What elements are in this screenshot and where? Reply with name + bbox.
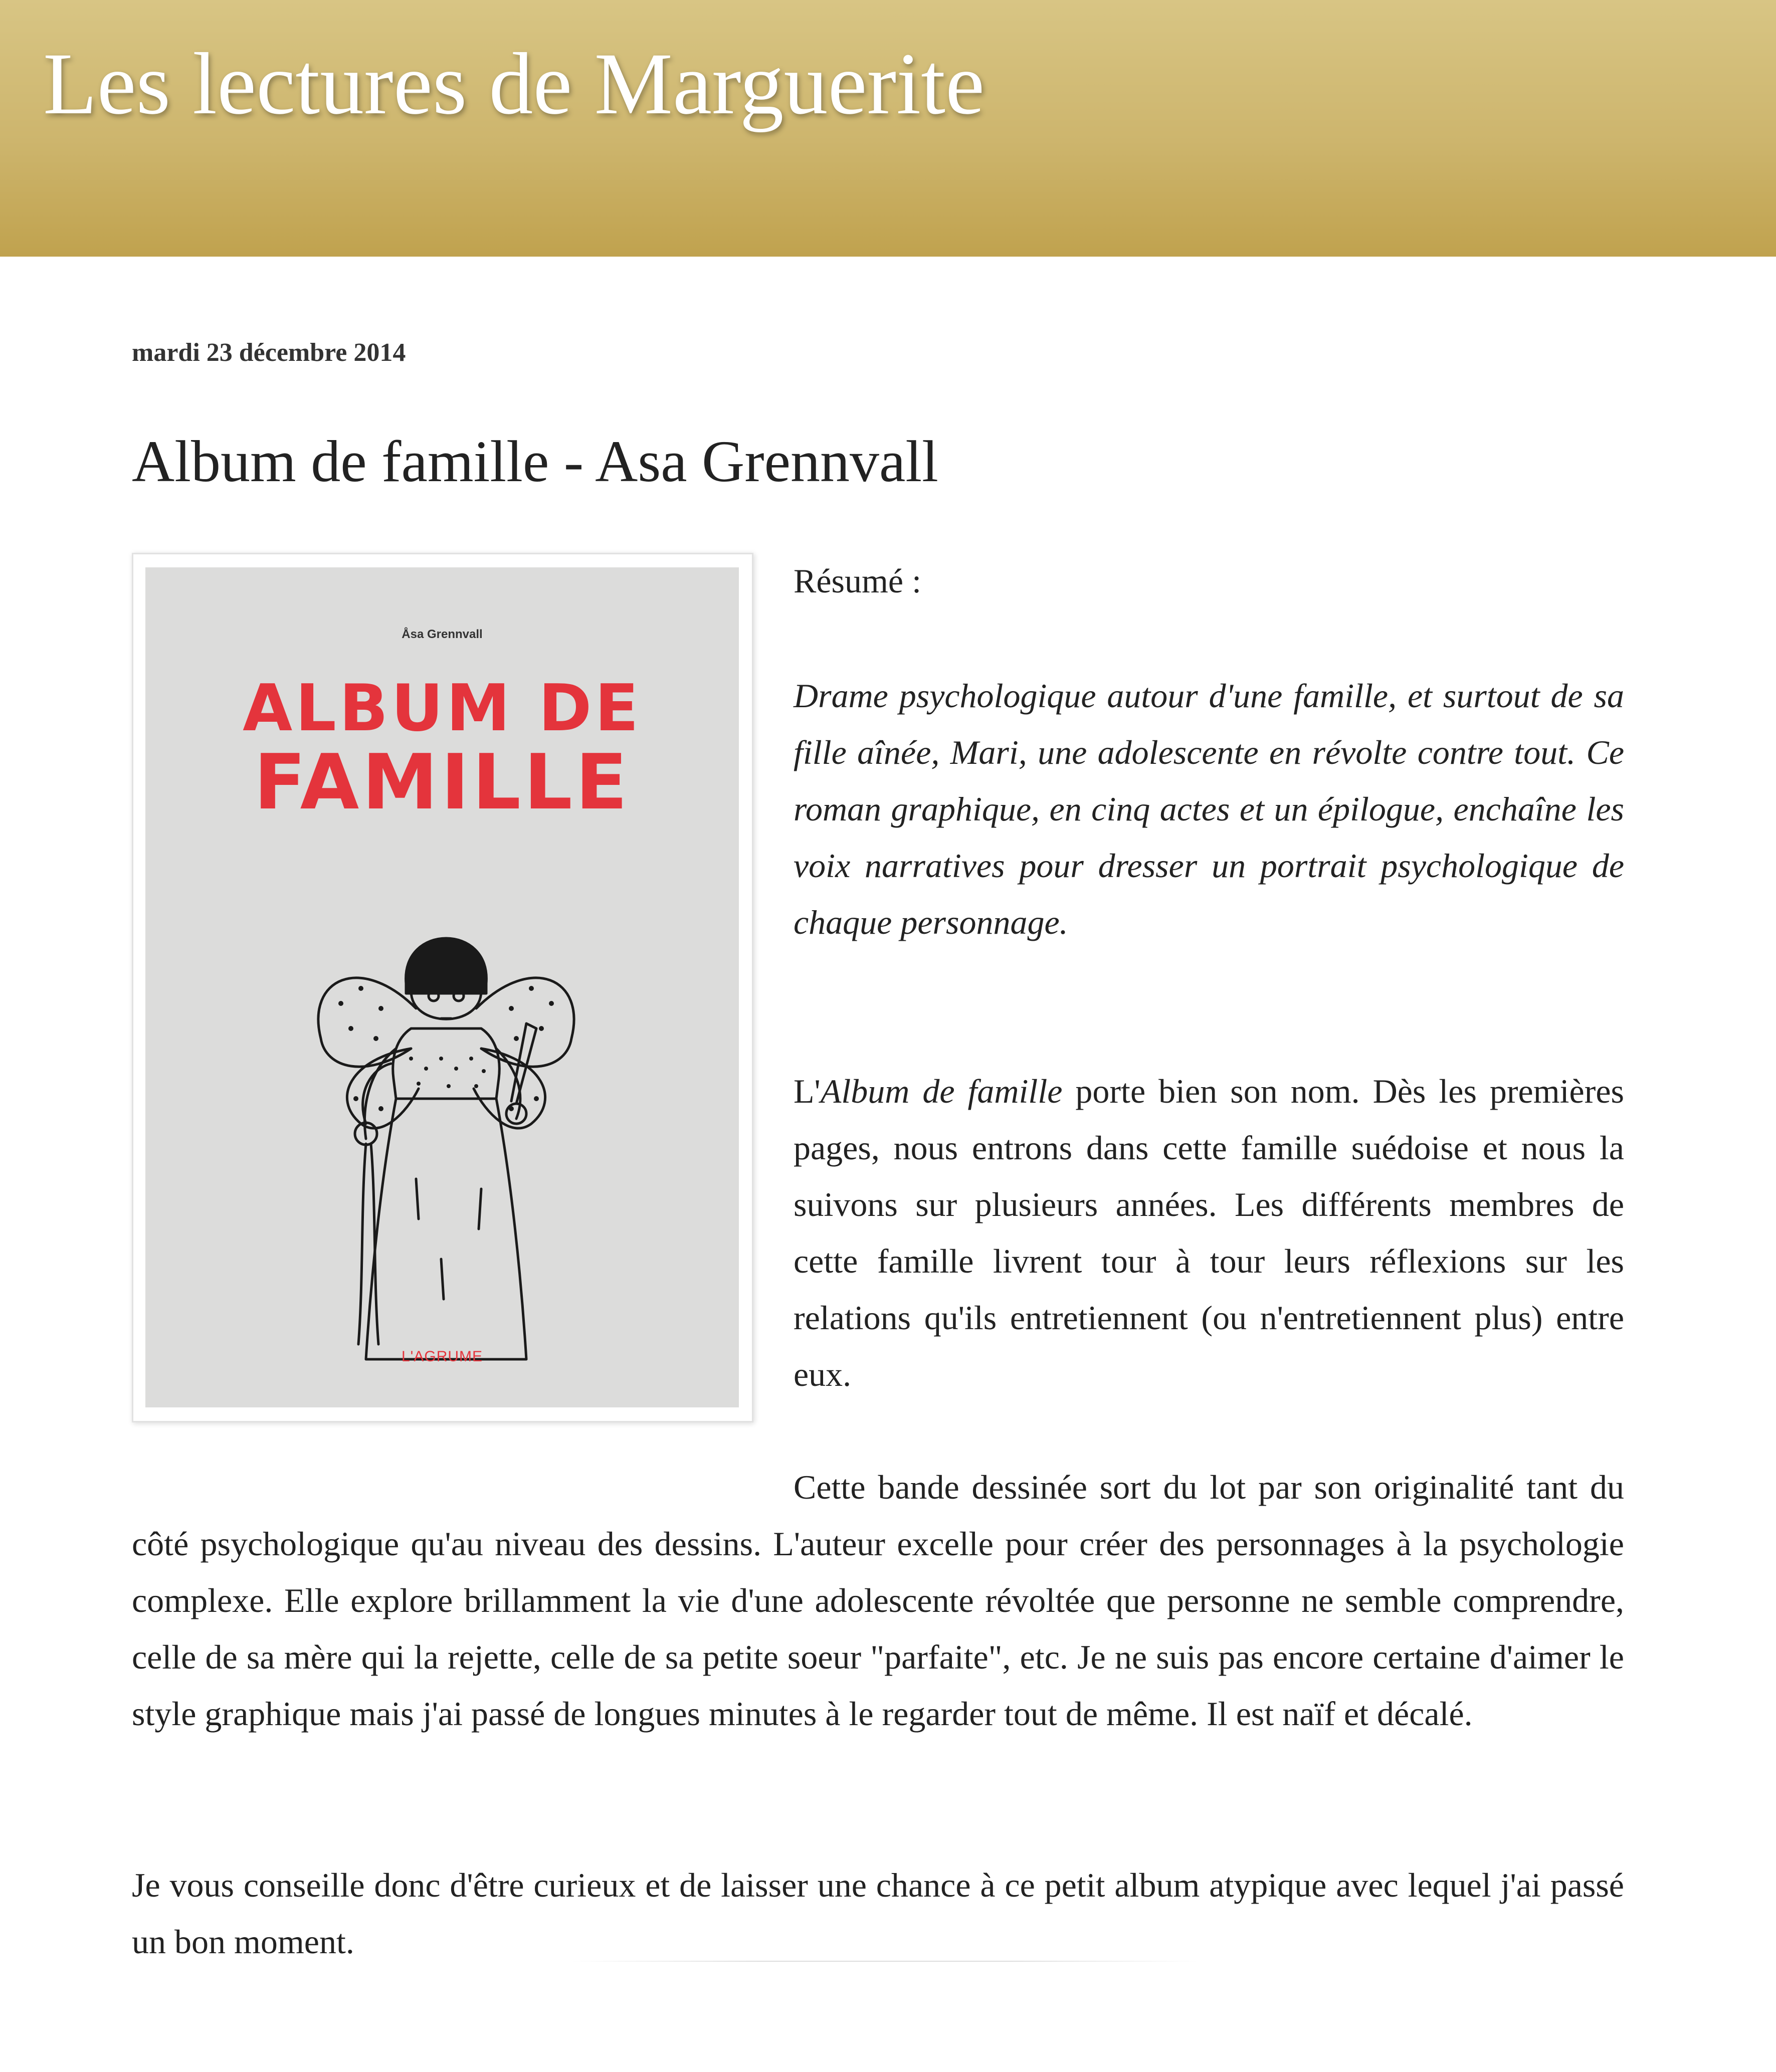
para1-prefix: L' [794,1072,821,1110]
cover-title-line2: FAMILLE [254,738,631,827]
post-separator [571,1961,1198,1962]
cover-title-line1: ALBUM DE [243,671,642,746]
blog-header [0,0,1776,257]
cover-publisher: L'AGRUME [401,1348,483,1365]
cover-author: Åsa Grennvall [402,628,483,641]
para1-book-title: Album de famille [820,1072,1063,1110]
post-date: mardi 23 décembre 2014 [132,338,406,367]
review-paragraph-2: Cette bande dessinée sort du lot par son originalité tant du côté psychologique qu'au niveau des dessins. L'auteur excelle pour créer des personnages à la psychologie complexe. Elle explore brillamment la vie d'une adolescente révoltée que personne ne semble comprendre, celle de sa mère qui la rejette, celle de sa petite soeur "parfaite", etc. Je ne suis pas encore certaine d'aimer le style graphique mais j'ai passé de longues minutes à le regarder tout de même. Il est naïf et décalé. [132,1468,1624,1733]
resume-label: Résumé : [794,562,921,600]
cover-title [145,671,739,827]
book-cover-image[interactable] [145,567,739,1407]
summary-paragraph: Drame psychologique autour d'une famille, et surtout de sa fille aînée, Mari, une adolescente en révolte contre tout. Ce roman graphique, en cinq actes et un épilogue, enchaîne les voix narratives pour dresser un portrait psychologique de chaque personnage. [794,677,1624,941]
review-paragraph-3: Je vous conseille donc d'être curieux et de laisser une chance à ce petit album atypique avec lequel j'ai passé un bon moment. [132,1866,1624,1961]
blog-title[interactable]: Les lectures de Marguerite [43,35,985,133]
cover-illustration [291,878,602,1379]
post-title[interactable]: Album de famille - Asa Grennvall [132,429,938,494]
review-paragraph-1 [794,1063,1624,1403]
para1-body: porte bien son nom. Dès les premières pages, nous entrons dans cette famille suédoise et nous la suivons sur plusieurs années. Les différents membres de cette famille livrent tour à tour leurs réflexions sur les relations qu'ils entretiennent (ou n'entretiennent plus) entre eux. [794,1072,1624,1393]
